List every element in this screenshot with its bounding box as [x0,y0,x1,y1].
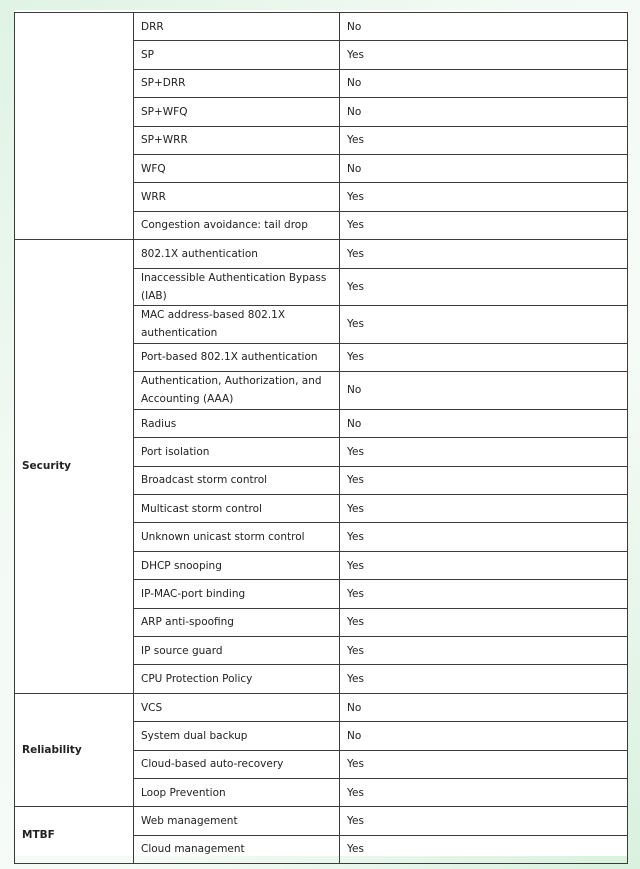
category-cell: Reliability [15,693,134,807]
support-value-cell: Yes [340,41,628,69]
feature-cell: Cloud management [134,835,340,863]
table-row [15,13,628,41]
support-value-cell: Yes [340,495,628,523]
support-value-cell: Yes [340,551,628,579]
feature-cell: Authentication, Authorization, and Accounting (AAA) [134,371,340,409]
support-value-cell: Yes [340,835,628,863]
support-value-cell: Yes [340,343,628,371]
support-value-cell: Yes [340,608,628,636]
support-value-cell: Yes [340,807,628,835]
category-cell [15,13,134,240]
support-value-cell: No [340,13,628,41]
feature-cell: Congestion avoidance: tail drop [134,211,340,239]
feature-cell: IP-MAC-port binding [134,580,340,608]
feature-cell: CPU Protection Policy [134,665,340,693]
support-value-cell: Yes [340,637,628,665]
feature-cell: Port isolation [134,438,340,466]
support-value-cell: Yes [340,126,628,154]
feature-cell: SP+WRR [134,126,340,154]
feature-cell: IP source guard [134,637,340,665]
feature-cell: MAC address-based 802.1X authentication [134,305,340,343]
feature-cell: Multicast storm control [134,495,340,523]
feature-cell: Inaccessible Authentication Bypass (IAB) [134,268,340,305]
spec-table [14,12,628,864]
feature-cell: DRR [134,13,340,41]
category-cell: Security [15,240,134,694]
support-value-cell: Yes [340,438,628,466]
spec-sheet [14,10,627,856]
feature-cell: WRR [134,183,340,211]
support-value-cell: Yes [340,183,628,211]
feature-cell: VCS [134,693,340,721]
support-value-cell: Yes [340,778,628,806]
support-value-cell: Yes [340,750,628,778]
support-value-cell: Yes [340,523,628,551]
support-value-cell: No [340,98,628,126]
table-row [15,693,628,721]
feature-cell: SP+WFQ [134,98,340,126]
support-value-cell: No [340,693,628,721]
table-row [15,240,628,268]
support-value-cell: Yes [340,580,628,608]
support-value-cell: Yes [340,665,628,693]
feature-cell: Unknown unicast storm control [134,523,340,551]
support-value-cell: Yes [340,466,628,494]
support-value-cell: No [340,409,628,437]
support-value-cell: Yes [340,268,628,305]
feature-cell: Web management [134,807,340,835]
feature-cell: Cloud-based auto-recovery [134,750,340,778]
feature-cell: Loop Prevention [134,778,340,806]
feature-cell: DHCP snooping [134,551,340,579]
support-value-cell: Yes [340,305,628,343]
support-value-cell: No [340,69,628,97]
support-value-cell: Yes [340,240,628,268]
category-cell: MTBF [15,807,134,864]
support-value-cell: Yes [340,211,628,239]
feature-cell: Radius [134,409,340,437]
support-value-cell: No [340,722,628,750]
feature-cell: SP+DRR [134,69,340,97]
feature-cell: SP [134,41,340,69]
feature-cell: WFQ [134,154,340,182]
feature-cell: System dual backup [134,722,340,750]
feature-cell: 802.1X authentication [134,240,340,268]
table-row [15,807,628,835]
feature-cell: Broadcast storm control [134,466,340,494]
support-value-cell: No [340,154,628,182]
feature-cell: ARP anti-spoofing [134,608,340,636]
feature-cell: Port-based 802.1X authentication [134,343,340,371]
support-value-cell: No [340,371,628,409]
spec-table-body [15,13,628,864]
